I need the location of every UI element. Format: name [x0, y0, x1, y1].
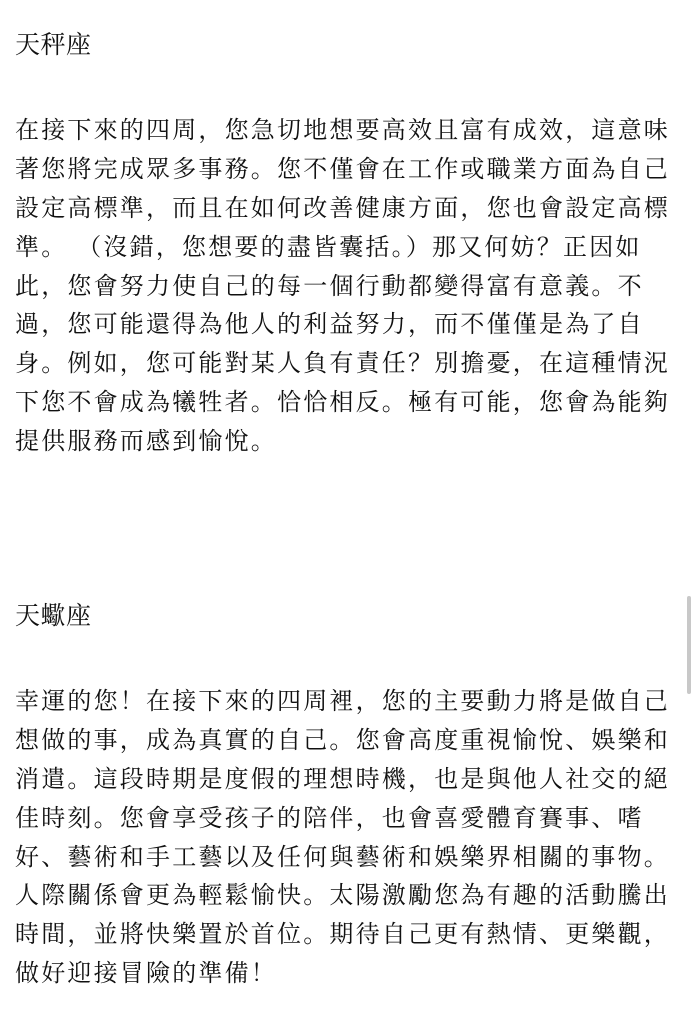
- paragraph-line: 此，您會努力使自己的每一個行動都變得富有意義。不: [15, 271, 644, 300]
- paragraph-line: 準。 （沒錯，您想要的盡皆囊括。）那又何妨？正因如: [15, 232, 642, 261]
- paragraph-line: 提供服務而感到愉悅。: [15, 427, 277, 456]
- paragraph-line: 在接下來的四周，您急切地想要高效且富有成效，這意味: [15, 116, 670, 144]
- libra-heading: 天秤座: [15, 30, 92, 59]
- paragraph-line: 著您將完成眾多事務。您不僅會在工作或職業方面為自己: [15, 154, 670, 183]
- scorpio-paragraph: [15, 682, 670, 993]
- scrollbar-thumb[interactable]: [687, 596, 691, 694]
- paragraph-line: 佳時刻。您會享受孩子的陪伴，也會喜愛體育賽事、嗜: [15, 803, 644, 832]
- paragraph-line: 時間，並將快樂置於首位。期待自己更有熱情、更樂觀，: [15, 920, 670, 949]
- paragraph-line: 身。例如，您可能對某人負有責任？別擔憂，在這種情況: [15, 349, 670, 378]
- paragraph-line: 過，您可能還得為他人的利益努力，而不僅僅是為了自: [15, 310, 644, 339]
- paragraph-line: 設定高標準，而且在如何改善健康方面，您也會設定高標: [15, 193, 670, 222]
- paragraph-line: 人際關係會更為輕鬆愉快。太陽激勵您為有趣的活動騰出: [15, 881, 670, 910]
- scorpio-heading: 天蠍座: [15, 601, 92, 630]
- paragraph-line: 下您不會成為犧牲者。恰恰相反。極有可能，您會為能夠: [15, 388, 670, 417]
- paragraph-line: 消遣。這段時期是度假的理想時機，也是與他人社交的絕: [15, 764, 670, 793]
- paragraph-line: 幸運的您！在接下來的四周裡，您的主要動力將是做自己: [15, 687, 670, 715]
- paragraph-line: 好、藝術和手工藝以及任何與藝術和娛樂界相關的事物。: [15, 842, 670, 871]
- libra-paragraph: [15, 111, 670, 461]
- paragraph-line: 想做的事，成為真實的自己。您會高度重視愉悅、娛樂和: [15, 725, 670, 754]
- paragraph-line: 做好迎接冒險的準備！: [15, 959, 277, 988]
